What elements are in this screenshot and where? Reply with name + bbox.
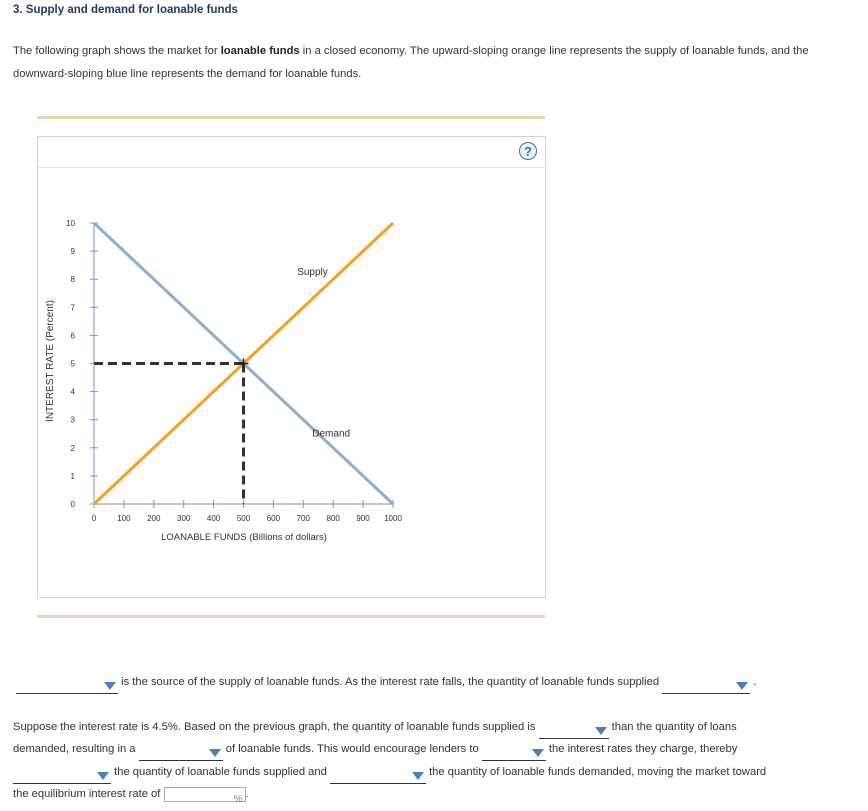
y-tick-label: 0: [70, 500, 75, 509]
q1-text: is the source of the supply of loanable funds. As the interest rate falls, the quantity of loanable funds supplied: [121, 676, 660, 688]
q2-line3-text-b: the quantity of loanable funds demanded, moving the market toward: [429, 766, 767, 778]
q1-end: .: [753, 676, 757, 688]
q2-line1-text-b: than the quantity of loans: [611, 721, 737, 733]
intro-bold: loanable funds: [220, 45, 300, 57]
y-tick-label: 4: [70, 387, 75, 397]
help-icon[interactable]: ?: [519, 142, 537, 160]
question-2-line-2: [13, 738, 737, 761]
q2-line1-text: Suppose the interest rate is 4.5%. Based on the previous graph, the quantity of loanable funds supplied is: [13, 721, 536, 733]
x-tick-label: 800: [326, 514, 340, 523]
chevron-down-icon: [412, 772, 424, 780]
x-tick-label: 200: [147, 514, 161, 523]
source-dropdown[interactable]: [16, 679, 118, 694]
y-tick-label: 6: [70, 331, 75, 341]
surplus-shortage-dropdown[interactable]: [139, 746, 223, 761]
y-axis-label-group: [45, 300, 56, 422]
question-2-line-4: [13, 783, 249, 806]
x-tick-label: 300: [177, 514, 191, 523]
chevron-down-icon: [209, 749, 221, 757]
y-tick-label: 10: [66, 219, 75, 228]
q2-line2-text-c: the interest rates they charge, thereby: [548, 743, 738, 755]
supplied-vs-demanded-dropdown[interactable]: [539, 724, 609, 739]
x-tick-label: 0: [91, 514, 97, 523]
y-tick-label: 5: [70, 359, 75, 369]
x-tick-label: 500: [236, 514, 251, 523]
x-tick-label: 1000: [384, 514, 402, 523]
x-axis-label: LOANABLE FUNDS (Billions of dollars): [161, 532, 327, 543]
quantity-supplied-change-dropdown[interactable]: [662, 679, 750, 694]
chevron-down-icon: [736, 682, 748, 690]
equilibrium-rate-input[interactable]: [164, 787, 246, 805]
y-axis-label: INTEREST RATE (Percent): [45, 300, 56, 422]
y-tick-label: 7: [70, 303, 75, 313]
x-tick-label: 700: [296, 514, 310, 523]
lenders-action-dropdown[interactable]: [482, 746, 546, 761]
x-tick-label: 900: [356, 514, 370, 523]
percent-unit: %: [233, 793, 243, 805]
chevron-down-icon: [97, 772, 109, 780]
y-tick-label: 3: [70, 415, 75, 425]
q2-line3-text-a: the quantity of loanable funds supplied and: [114, 766, 327, 778]
question-2-line-1: [13, 716, 737, 739]
intro-text-1: The following graph shows the market for: [13, 45, 221, 57]
section-title: 3. Supply and demand for loanable funds: [13, 4, 238, 16]
divider-bottom: [37, 615, 545, 618]
q2-line4-text: the equilibrium interest rate of: [13, 788, 161, 800]
plot-area: [66, 219, 402, 523]
y-tick-label: 8: [70, 275, 75, 285]
chevron-down-icon: [532, 749, 544, 757]
y-tick-label: 2: [70, 443, 75, 453]
demand-label: Demand: [312, 428, 351, 440]
q2-line2-text-b: of loanable funds. This would encourage lenders to: [225, 743, 479, 755]
y-tick-label: 1: [70, 471, 75, 481]
supplied-change-dropdown[interactable]: [13, 769, 111, 784]
y-tick-label: 9: [70, 247, 75, 257]
chevron-down-icon: [595, 727, 607, 735]
x-tick-label: 400: [206, 514, 221, 523]
question-2-line-3: [13, 761, 766, 784]
x-tick-label: 600: [266, 514, 281, 523]
x-tick-label: 100: [117, 514, 131, 523]
chevron-down-icon: [104, 682, 116, 690]
q2-end: .: [245, 788, 249, 800]
intro-text-2: in a closed economy. The upward-sloping orange line represents the supply of loanable funds, and the downward-sloping blue line represents the demand for loanable funds.: [13, 45, 809, 80]
q2-line2-text-a: demanded, resulting in a: [13, 743, 136, 755]
supply-label: Supply: [297, 266, 328, 278]
demanded-change-dropdown[interactable]: [330, 769, 426, 784]
question-1: [16, 671, 756, 694]
